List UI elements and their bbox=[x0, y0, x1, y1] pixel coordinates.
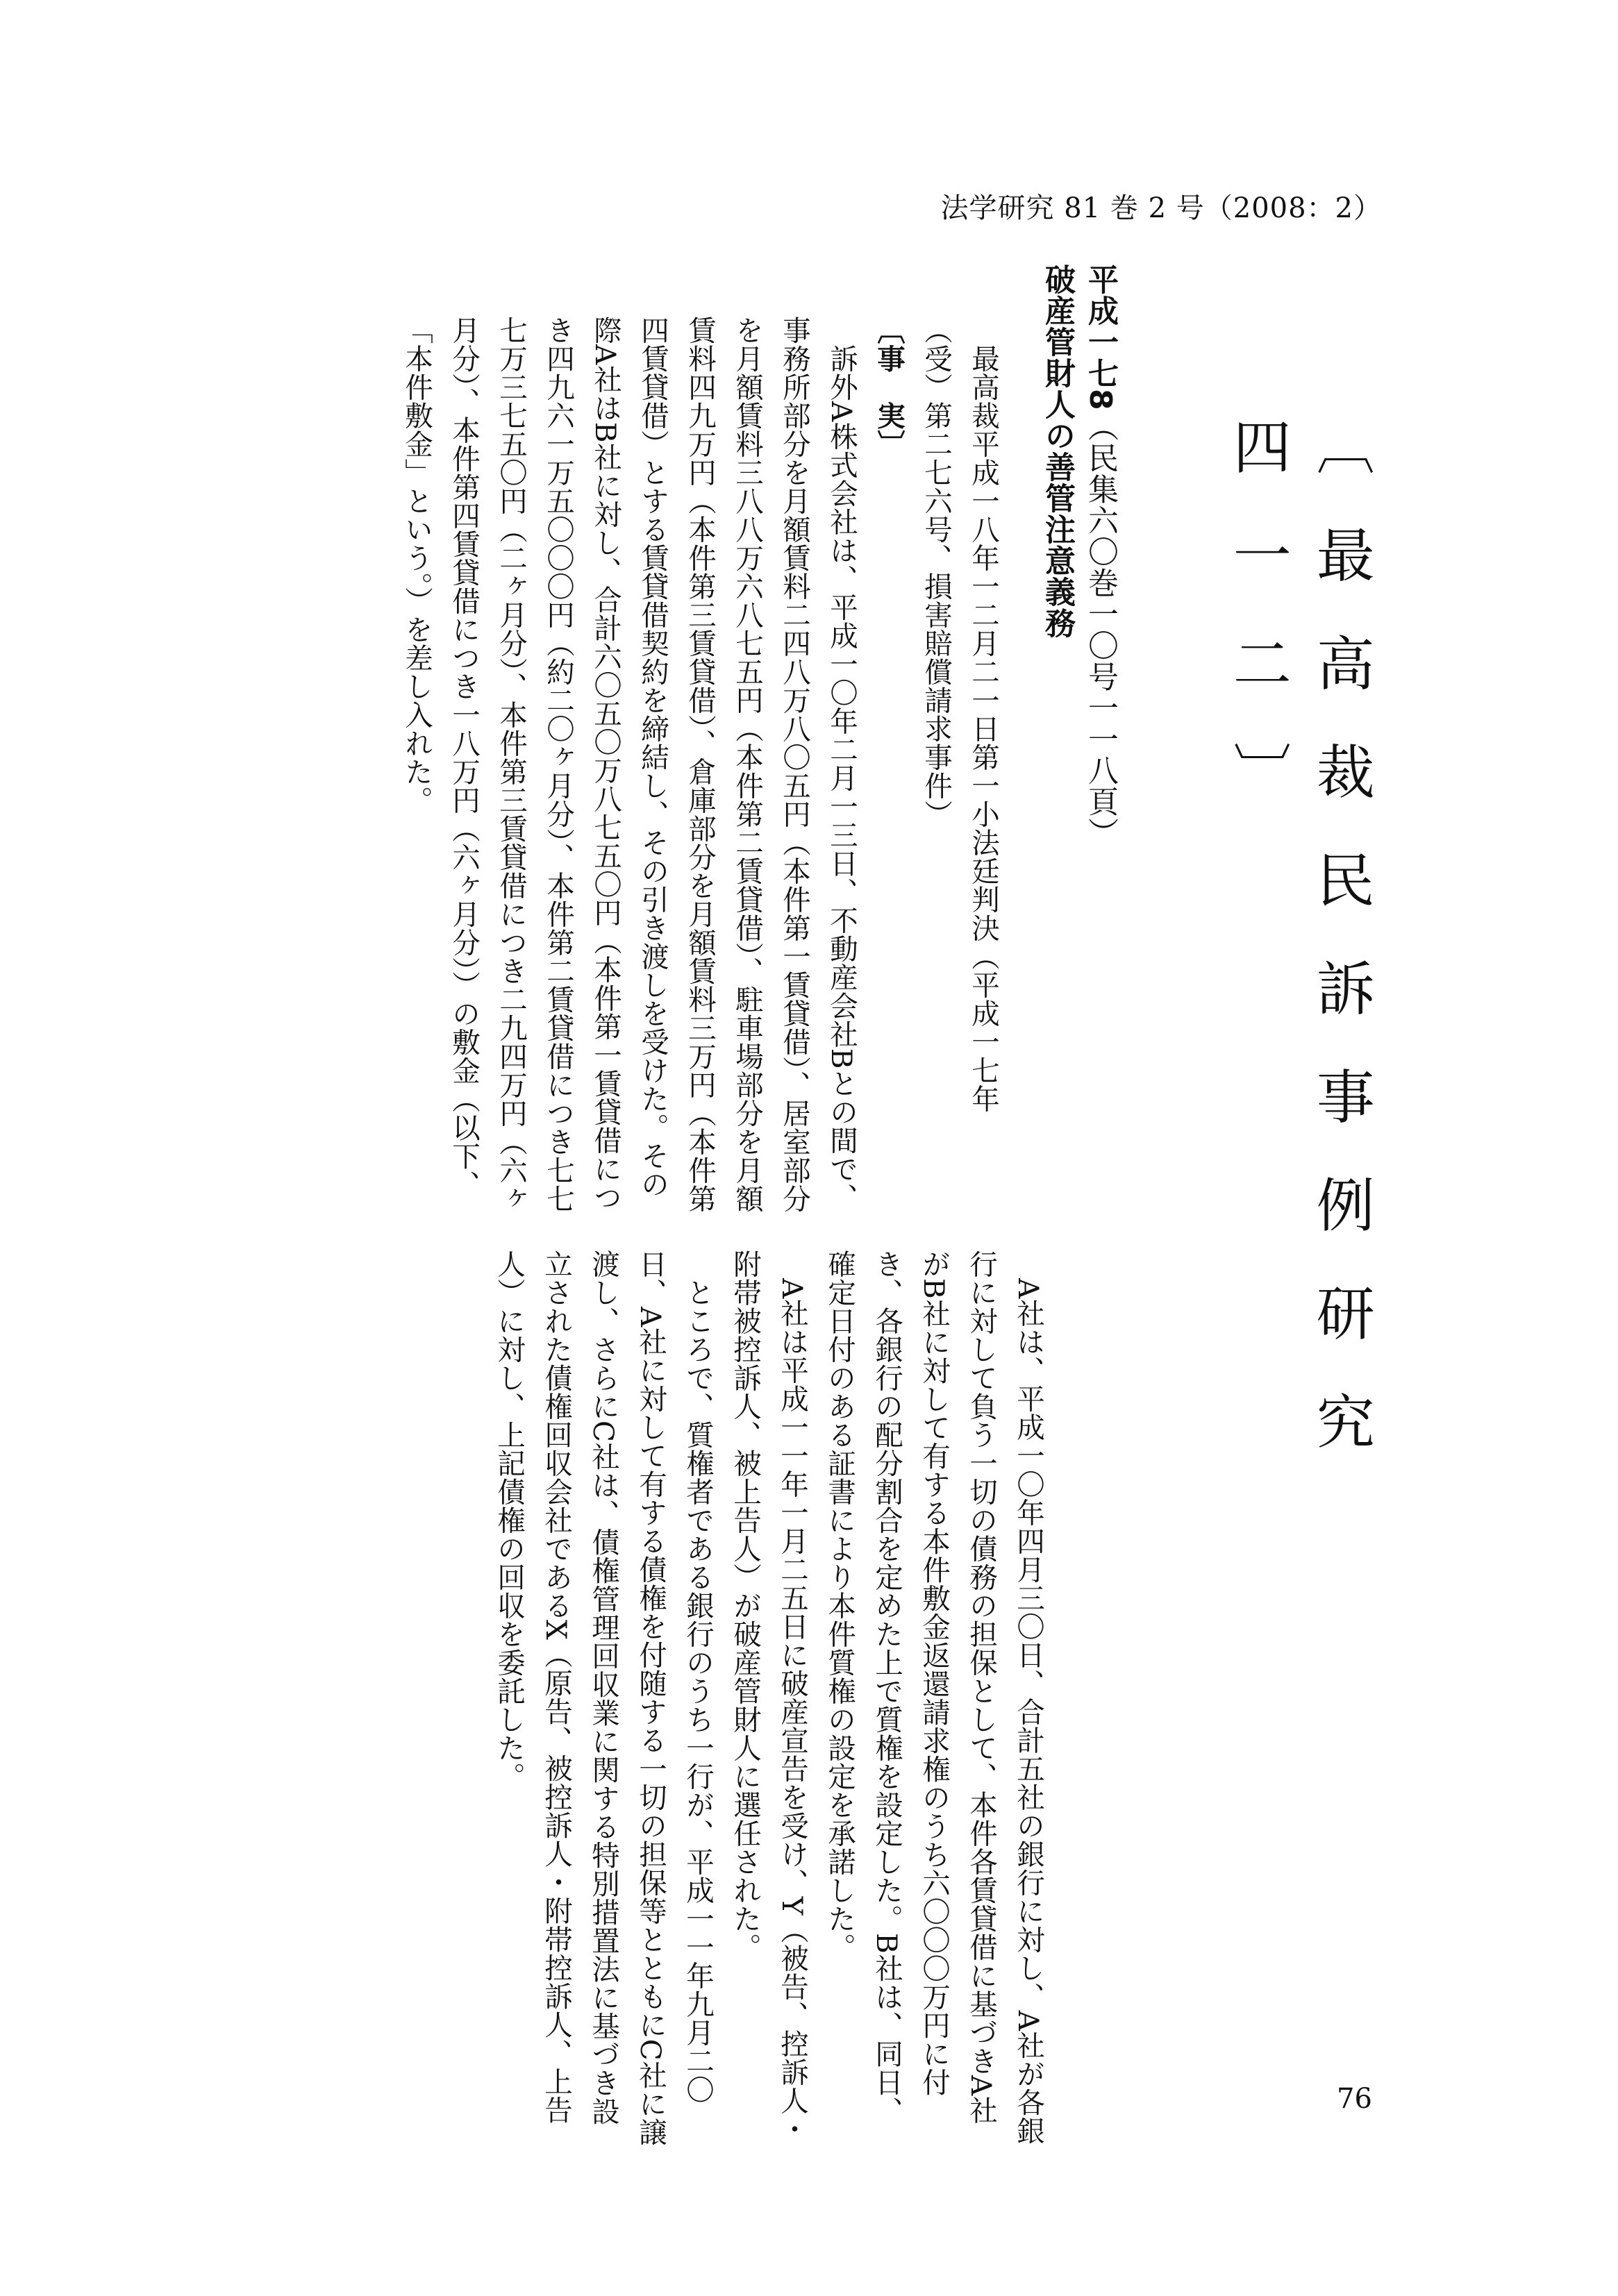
facts-paragraph-3: A社は平成一一年一月二五日に破産宣告を受け、Y（被告、控訴人・附帯被控訴人、被上告人）が破産管財人に選任された。 bbox=[728, 1250, 809, 2143]
journal-header: 法学研究 81 巻 2 号（2008：2） bbox=[940, 192, 1382, 224]
facts-heading: 〔事 実〕 bbox=[872, 316, 906, 458]
case-title: 破産管財人の善管注意義務 bbox=[1040, 264, 1075, 639]
case-heading bbox=[1035, 264, 1121, 848]
case-citation: （民集六〇巻一〇号一一八頁） bbox=[1083, 410, 1118, 848]
body-column-upper bbox=[393, 316, 1007, 1218]
series-title: 〔最高裁民訴事例研究四一二〕 bbox=[1224, 417, 1376, 1500]
case-number: 平成一七8 bbox=[1083, 264, 1118, 411]
docket-line: （受）第二七六号、損害賠償請求事件） bbox=[919, 316, 953, 828]
case-number-line bbox=[1078, 264, 1121, 848]
facts-paragraph-1: 訴外A株式会社は、平成一〇年二月一三日、不動産会社Bとの間で、事務所部分を月額賃料二四八万八〇五円（本件第一賃貸借）、居室部分を月額賃料三八八万六八七五円（本件第二賃貸借）、駐車場部分を月額賃料四九万円（本件第三賃貸借）、倉庫部分を月額賃料三万円（本件第四賃貸借）とする賃貸借契約を締結し、その引き渡しを受けた。その際A社はB社に対し、合計六〇五〇万八七五〇円（本件第一賃貸借につき四九六一万五〇〇〇円（約二〇ヶ月分）、本件第二賃貸借につき七七七万三七五〇円（二ヶ月分）、本件第三賃貸借につき二九四万円（六ヶ月分）、本件第四賃貸借につき一八万円（六ヶ月分））の敷金（以下、「本件敷金」という。）を差し入れた。 bbox=[400, 316, 858, 1213]
body-column-lower bbox=[485, 1250, 1052, 2152]
page-number: 76 bbox=[1337, 2083, 1372, 2115]
court-line: 最高裁平成一八年一二月二一日第一小法廷判決（平成一七年 bbox=[967, 344, 1000, 1113]
facts-paragraph-2: A社は、平成一〇年四月三〇日、合計五社の銀行に対し、A社が各銀行に対して負う一切の債務の担保として、本件各賃貸借に基づきA社がB社に対して有する本件敷金返還請求権のうち六〇〇〇万円に付き、各銀行の配分割合を定めた上で質権を設定した。B社は、同日、確定日付のある証書により本件質権の設定を承諾した。 bbox=[823, 1250, 1045, 2145]
facts-paragraph-4: ところで、質権者である銀行のうち一行が、平成一一年九月二〇日、A社に対して有する債権を付随する一切の担保等とともにC社に譲渡し、さらにC社は、債権管理回収業に関する特別措置法に基づき設立された債権回収会社であるX（原告、被控訴人・附帯控訴人、上告人）に対し、上記債権の回収を委託した。 bbox=[492, 1250, 715, 2147]
